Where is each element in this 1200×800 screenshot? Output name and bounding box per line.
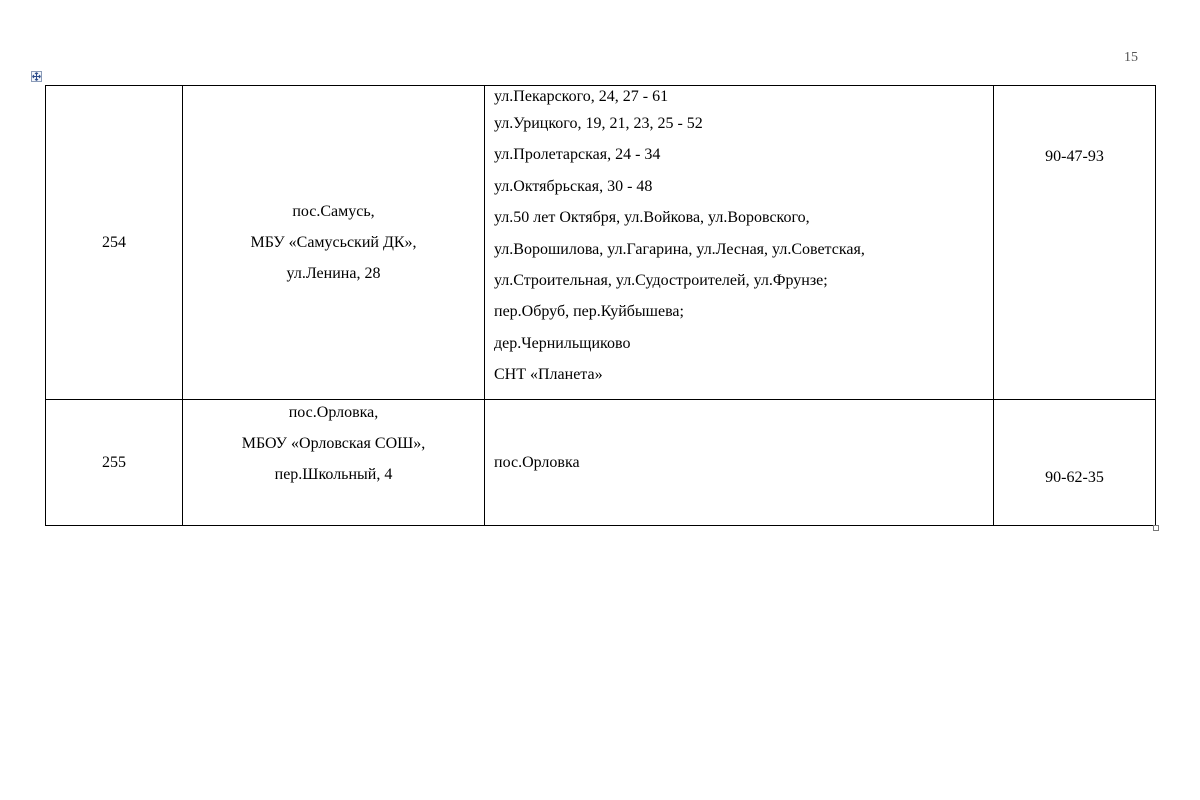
station-phone: 90-47-93 <box>1045 148 1104 165</box>
place-institution: МБОУ «Орловская СОШ», <box>241 435 426 452</box>
page-number: 15 <box>1124 50 1138 65</box>
street-line: ул.Ворошилова, ул.Гагарина, ул.Лесная, ул.Советская, <box>494 240 865 258</box>
station-place-cell[interactable] <box>183 86 485 400</box>
street-line: ул.Строительная, ул.Судостроителей, ул.Фрунзе; <box>494 271 828 289</box>
street-line: ул.Урицкого, 19, 21, 23, 25 - 52 <box>494 115 703 132</box>
station-number: 254 <box>102 233 126 251</box>
place-address: пер.Школьный, 4 <box>274 466 393 483</box>
street-line: ул.Пекарского, 24, 27 - 61 <box>494 88 669 105</box>
station-phone-cell[interactable] <box>994 86 1156 400</box>
street-line: дер.Чернильщиково <box>494 334 631 352</box>
station-streets-cell[interactable] <box>485 400 994 526</box>
street-line: ул.Октябрьская, 30 - 48 <box>494 177 653 195</box>
street-line: пер.Обруб, пер.Куйбышева; <box>494 303 684 321</box>
place-settlement: пос.Орловка, <box>288 404 379 421</box>
street-line: ул.Пролетарская, 24 - 34 <box>494 146 661 164</box>
table-row <box>46 400 1156 526</box>
polling-stations-table <box>45 85 1156 526</box>
table-move-handle-icon[interactable] <box>31 71 42 82</box>
station-phone-cell[interactable] <box>994 400 1156 526</box>
street-line: СНТ «Планета» <box>494 366 603 384</box>
place-settlement: пос.Самусь, <box>292 203 375 220</box>
place-institution: МБУ «Самусьский ДК», <box>250 234 417 251</box>
station-number-cell[interactable] <box>46 86 183 400</box>
table-row <box>46 86 1156 400</box>
station-place-cell[interactable] <box>183 400 485 526</box>
place-address: ул.Ленина, 28 <box>286 265 381 282</box>
street-line: пос.Орловка <box>494 453 580 471</box>
table-resize-handle-icon[interactable] <box>1153 525 1159 531</box>
station-streets-cell[interactable] <box>485 86 994 400</box>
station-phone: 90-62-35 <box>1045 468 1104 486</box>
station-number-cell[interactable] <box>46 400 183 526</box>
station-number: 255 <box>102 453 126 471</box>
street-line: ул.50 лет Октября, ул.Войкова, ул.Воровского, <box>494 209 810 227</box>
